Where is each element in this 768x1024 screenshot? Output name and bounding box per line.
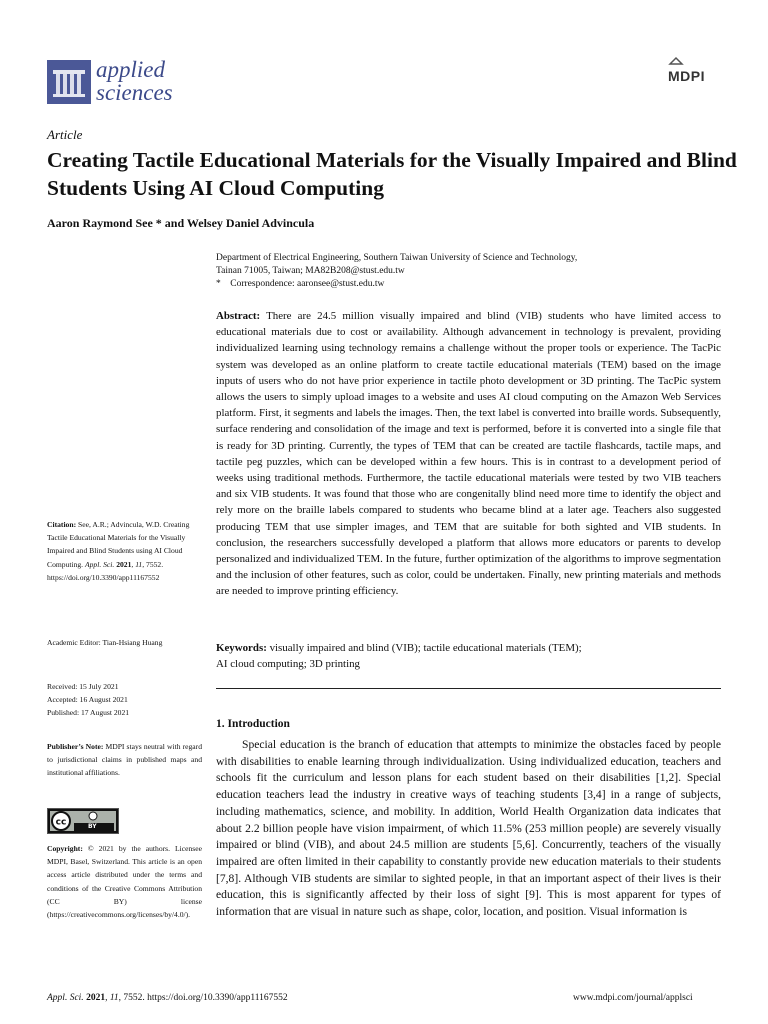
- journal-name-line2: sciences: [96, 80, 173, 105]
- abstract: [216, 308, 721, 600]
- citation-doi[interactable]: , 7552. https://doi.org/10.3390/app11167552: [47, 559, 164, 582]
- keywords-line: visually impaired and blind (VIB); tactile educational materials (TEM);: [269, 642, 582, 654]
- correspondence-line: * Correspondence: aaronsee@stust.edu.tw: [216, 279, 385, 289]
- citation-year: 2021: [114, 559, 132, 569]
- svg-text:cc: cc: [55, 817, 67, 828]
- publisher-note: [47, 740, 202, 780]
- citation-volume: , 11: [131, 559, 143, 569]
- cc-by-license-icon[interactable]: [47, 808, 119, 834]
- accepted-date: Accepted: 16 August 2021: [47, 695, 128, 705]
- publisher-note-label: Publisher’s Note:: [47, 742, 104, 751]
- copyright-text: © 2021 by the authors. Licensee MDPI, Basel, Switzerland. This article is an open access article distributed under the terms and conditions of the Creative Commons Attribution (CC BY) license (https://creativecommons.org/licenses/by/4.0/).: [47, 844, 202, 920]
- footer-citation: Appl. Sci. 2021, 11, 7552. https://doi.org/10.3390/app11167552: [47, 993, 288, 1003]
- footer-year: 2021: [86, 993, 106, 1003]
- keywords-label: Keywords:: [216, 642, 267, 654]
- copyright-block: [47, 842, 202, 921]
- copyright-label: Copyright:: [47, 844, 83, 853]
- article-title: Creating Tactile Educational Materials for the Visually Impaired and Blind Students Using AI Cloud Computing: [47, 148, 737, 200]
- article-type: Article: [47, 127, 83, 142]
- keywords-line: AI cloud computing; 3D printing: [216, 658, 360, 670]
- published-date: Published: 17 August 2021: [47, 708, 130, 718]
- abstract-label: Abstract:: [216, 310, 261, 322]
- mdpi-logo: [668, 66, 705, 85]
- footer-journal: Appl. Sci.: [47, 993, 84, 1003]
- journal-logo-icon: [47, 60, 91, 104]
- keywords: [216, 640, 721, 672]
- author-list: Aaron Raymond See * and Welsey Daniel Advincula: [47, 216, 315, 230]
- publisher-name: MDPI: [668, 68, 705, 84]
- section-divider: [216, 688, 721, 689]
- journal-name: [96, 58, 173, 104]
- publication-dates: [47, 680, 202, 720]
- footer-doi[interactable]: , 7552. https://doi.org/10.3390/app11167552: [118, 993, 288, 1003]
- citation-journal: Appl. Sci.: [84, 559, 115, 569]
- abstract-text: There are 24.5 million visually impaired and blind (VIB) students who have limited access to educational materials due to cost or availability. Although advancement in technology is prevalent, providing individualized learning using technology remains a challenge without the proper tools or experience. The TacPic system was developed as an online platform to create tactile educational materials (TEM) based on the image inputs of users who do not have prior experience in tactile photo development or 3D printing. The TacPic system allows the users to simply upload images to a website and uses AI cloud computing on the Amazon Web Services platform. First, it segments and labels the images. Then, the text label is converted into braille words. Subsequently, surface rendering and consolidation of the image and text is performed, before it is converted into a single file that is ready for 3D printing. Currently, the types of TEM that can be created are tactile flashcards, tactile maps, and tactile peg puzzles, which can be developed within a few hours. This is in contrast to a development period of weeks using traditional methods. Furthermore, the tactile educational materials were tested by two VIB teachers and six VIB students. It was found that those who are congenitally blind need more time to identify the object and rely more on the braille labels compared to students who became blind at a later age. Teachers also suggested producing TEM that use simpler images, and TEM that are suitable for both sighted and VIB students. In conclusion, the researchers successfully developed a platform that allows more educators or parents to develop personalized and individualized TEM. In the future, further optimization of the algorithms to improve segmentation and the inclusion of other features, such as color, could be undertaken. Finally, new printing materials and methods are needed to improve printing efficiency.: [216, 310, 721, 598]
- introduction-text: Special education is the branch of education that attempts to minimize the obstacles faced by people with disabilities to enable learning through individualization. Using individualized education, teachers and schools fit the curriculum and lesson plans for each student based on their disabilities [1,2]. Special education teachers lead the industry in creative ways of teaching students [3,4] in a range of subjects, including mathematics, science, and mobility. In addition, World Health Organization data indicates that about 2.2 billion people have vision impairment, of which 11.5% (253 million people) are severely visually impaired or blind (VIB), and about 24.5 million are students [5,6]. Concurrently, teachers of the visually impaired are often limited in their capability to constantly provide new education materials to their students [7,8]. Although VIB students are similar to sighted people, in that an important aspect of their lives is their education, this is significantly affected by their loss of sight [9]. This is most apparent for types of information that are visual in nature such as shape, color, location, and position. Visual information is: [216, 738, 721, 919]
- received-date: Received: 15 July 2021: [47, 682, 119, 691]
- citation-block: [47, 518, 202, 584]
- affiliation-line: Tainan 71005, Taiwan; MA82B208@stust.edu.tw: [216, 266, 405, 276]
- footer-website-link[interactable]: www.mdpi.com/journal/applsci: [573, 993, 693, 1003]
- citation-label: Citation:: [47, 520, 77, 529]
- affiliation-line: Department of Electrical Engineering, Southern Taiwan University of Science and Technology,: [216, 253, 578, 263]
- academic-editor: Academic Editor: Tian-Hsiang Huang: [47, 638, 163, 647]
- mdpi-logo-icon: [668, 56, 726, 82]
- section-heading: 1. Introduction: [216, 718, 290, 730]
- citation-text: See, A.R.; Advincula, W.D. Creating Tactile Educational Materials for the Visually Impaired and Blind Students using AI Cloud Computing.: [47, 520, 190, 569]
- journal-name-line1: applied: [96, 57, 165, 82]
- affiliation-block: [216, 252, 736, 291]
- publisher-note-text: MDPI stays neutral with regard to jurisdictional claims in published maps and institutional affiliations.: [47, 742, 202, 778]
- cc-by-label: BY: [88, 823, 97, 830]
- footer-volume: 11: [109, 993, 119, 1003]
